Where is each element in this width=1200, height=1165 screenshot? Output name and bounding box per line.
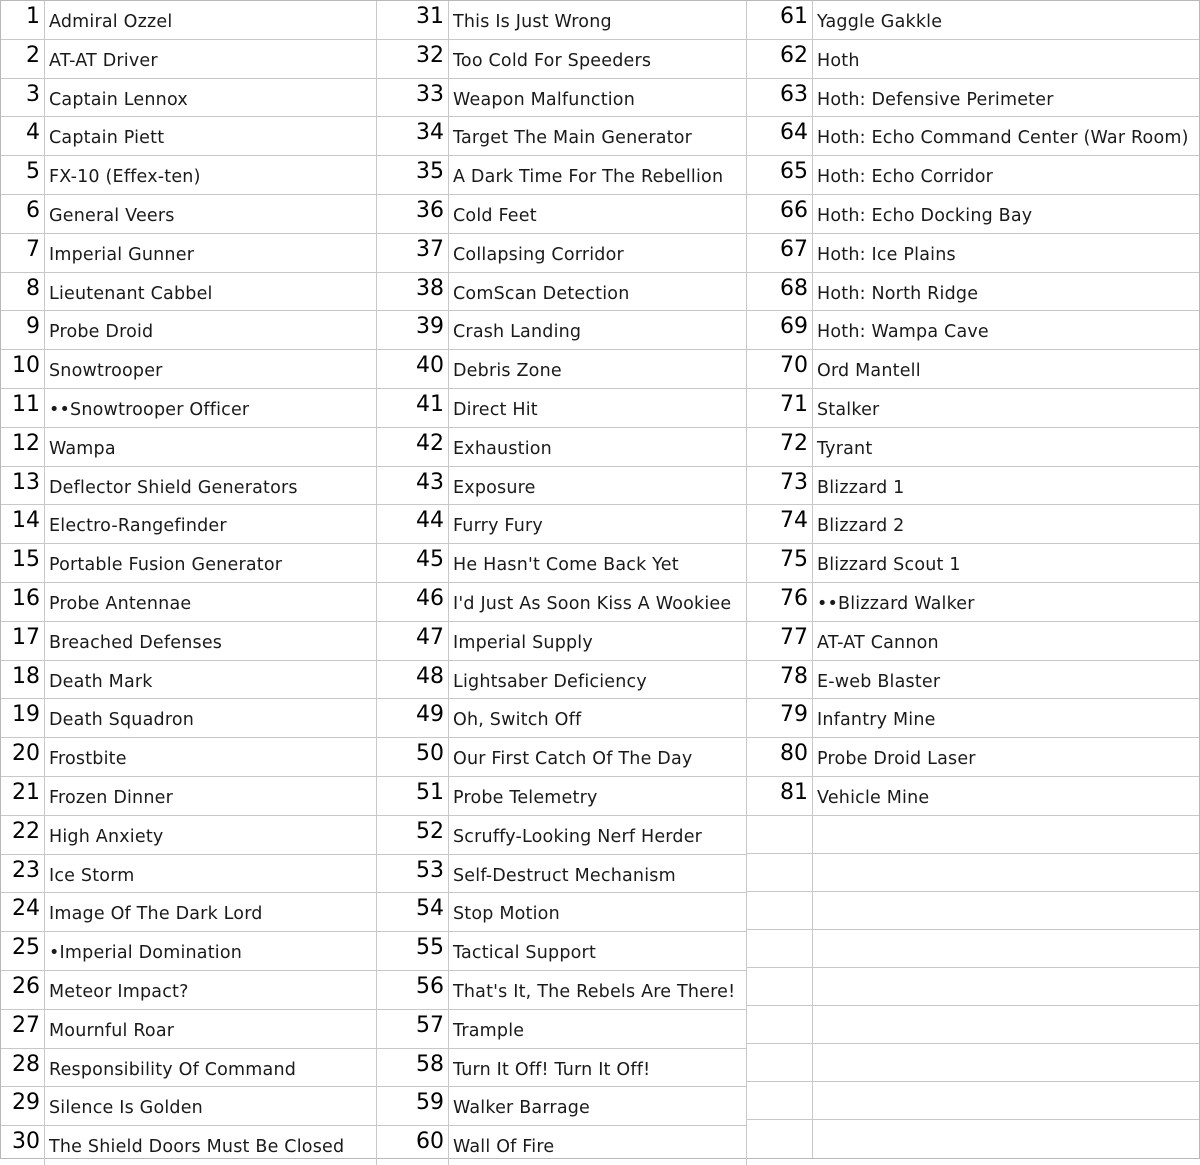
card-name-cell[interactable]: Trample xyxy=(449,1010,747,1048)
table-row xyxy=(377,1126,747,1165)
card-name-cell[interactable]: Death Squadron xyxy=(45,699,377,737)
table-row xyxy=(1,389,377,428)
row-number-cell[interactable]: 30 xyxy=(1,1126,45,1165)
row-number-cell[interactable]: 72 xyxy=(747,428,813,466)
card-name-cell[interactable]: Stalker xyxy=(817,399,880,420)
card-name-cell[interactable]: Wall Of Fire xyxy=(449,1126,747,1165)
table-row xyxy=(1,40,377,79)
card-name-cell[interactable]: Hoth xyxy=(817,50,860,71)
card-name-cell[interactable]: General Veers xyxy=(45,195,377,233)
table-row xyxy=(1,816,377,855)
card-name-cell[interactable] xyxy=(813,930,1199,967)
table-row xyxy=(1,117,377,156)
card-name-cell[interactable]: Breached Defenses xyxy=(45,622,377,660)
table-row xyxy=(377,40,747,79)
row-number-cell[interactable]: 55 xyxy=(377,932,449,970)
table-row xyxy=(377,661,747,700)
row-number-cell[interactable] xyxy=(747,1044,813,1081)
table-row xyxy=(747,892,1199,930)
table-row xyxy=(377,1010,747,1049)
table-row xyxy=(747,1044,1199,1082)
row-number-cell[interactable]: 17 xyxy=(1,622,45,660)
card-name-cell[interactable]: Target The Main Generator xyxy=(449,117,747,155)
table-row xyxy=(1,971,377,1010)
row-number-cell[interactable]: 41 xyxy=(377,389,449,427)
table-row xyxy=(377,699,747,738)
card-name-cell[interactable]: Oh, Switch Off xyxy=(449,699,747,737)
row-number-cell[interactable]: 7 xyxy=(1,234,45,272)
card-name-cell[interactable]: •Imperial Domination xyxy=(45,932,377,970)
table-row xyxy=(1,428,377,467)
card-name-cell[interactable]: Blizzard 1 xyxy=(817,477,905,498)
card-name-cell[interactable]: Hoth: Defensive Perimeter xyxy=(817,89,1054,110)
table-row xyxy=(747,930,1199,968)
card-name-cell[interactable]: Hoth: Echo Corridor xyxy=(817,167,993,188)
card-name-cell[interactable]: Responsibility Of Command xyxy=(45,1049,377,1087)
table-row xyxy=(1,311,377,350)
table-row xyxy=(377,350,747,389)
row-number-cell[interactable] xyxy=(747,1120,813,1158)
card-name-cell[interactable]: Too Cold For Speeders xyxy=(449,40,747,78)
card-name-cell[interactable]: Self-Destruct Mechanism xyxy=(449,855,747,893)
table-row xyxy=(377,816,747,855)
row-number-cell[interactable]: 76 xyxy=(747,583,813,621)
card-name-cell[interactable]: Image Of The Dark Lord xyxy=(45,893,377,931)
row-number-cell[interactable] xyxy=(747,854,813,891)
card-name-cell[interactable]: ••Snowtrooper Officer xyxy=(45,389,377,427)
row-number-cell[interactable]: 71 xyxy=(747,389,813,427)
table-row xyxy=(1,79,377,118)
card-name-cell[interactable]: Ice Storm xyxy=(45,855,377,893)
table-row xyxy=(1,855,377,894)
card-name-cell[interactable]: Probe Antennae xyxy=(45,583,377,621)
row-number-cell[interactable]: 21 xyxy=(1,777,45,815)
card-name-cell[interactable]: Hoth: Echo Command Center (War Room) xyxy=(817,128,1189,149)
card-name-cell[interactable]: Direct Hit xyxy=(449,389,747,427)
row-number-cell[interactable]: 44 xyxy=(377,505,449,543)
table-row xyxy=(1,156,377,195)
list-column xyxy=(747,1,1199,1158)
row-number-cell[interactable]: 1 xyxy=(1,1,45,39)
table-row xyxy=(747,583,1199,622)
card-name-cell[interactable]: Probe Telemetry xyxy=(449,777,747,815)
row-number-cell[interactable]: 14 xyxy=(1,505,45,543)
card-name-cell[interactable]: E-web Blaster xyxy=(817,671,941,692)
card-name-cell[interactable]: I'd Just As Soon Kiss A Wookiee xyxy=(449,583,747,621)
table-row xyxy=(377,1087,747,1126)
table-row xyxy=(377,79,747,118)
table-row xyxy=(377,117,747,156)
table-row xyxy=(1,1010,377,1049)
card-name-cell[interactable]: Collapsing Corridor xyxy=(449,234,747,272)
row-number-cell[interactable]: 34 xyxy=(377,117,449,155)
row-number-cell[interactable]: 20 xyxy=(1,738,45,776)
row-number-cell[interactable]: 62 xyxy=(747,40,813,78)
row-number-cell[interactable]: 11 xyxy=(1,389,45,427)
card-name-cell[interactable]: Stop Motion xyxy=(449,893,747,931)
card-name-cell[interactable]: Meteor Impact? xyxy=(45,971,377,1009)
card-name-cell[interactable]: Captain Lennox xyxy=(45,79,377,117)
list-column xyxy=(1,1,377,1158)
table-row xyxy=(377,1,747,40)
row-number-cell[interactable]: 22 xyxy=(1,816,45,854)
row-number-cell[interactable]: 26 xyxy=(1,971,45,1009)
table-row xyxy=(1,622,377,661)
card-name-cell[interactable]: Frostbite xyxy=(45,738,377,776)
row-number-cell[interactable]: 53 xyxy=(377,855,449,893)
row-number-cell[interactable]: 68 xyxy=(747,273,813,311)
row-number-cell[interactable]: 80 xyxy=(747,738,813,776)
table-row xyxy=(747,273,1199,312)
row-number-cell[interactable]: 28 xyxy=(1,1049,45,1087)
card-name-cell[interactable]: High Anxiety xyxy=(45,816,377,854)
card-name-cell[interactable]: ComScan Detection xyxy=(449,273,747,311)
table-row xyxy=(747,699,1199,738)
table-row xyxy=(747,350,1199,389)
table-row xyxy=(747,816,1199,854)
row-number-cell[interactable]: 59 xyxy=(377,1087,449,1125)
row-number-cell[interactable]: 50 xyxy=(377,738,449,776)
card-name-cell[interactable]: Wampa xyxy=(45,428,377,466)
table-row xyxy=(747,234,1199,273)
card-name-cell[interactable] xyxy=(813,1006,1199,1043)
table-row xyxy=(1,1,377,40)
card-name-cell[interactable] xyxy=(813,816,1199,853)
table-row xyxy=(747,467,1199,506)
table-row xyxy=(1,932,377,971)
card-name-cell[interactable]: That's It, The Rebels Are There! xyxy=(449,971,747,1009)
table-row xyxy=(747,389,1199,428)
card-name-cell[interactable]: Frozen Dinner xyxy=(45,777,377,815)
row-number-cell[interactable]: 42 xyxy=(377,428,449,466)
row-number-cell[interactable]: 19 xyxy=(1,699,45,737)
card-name-cell[interactable]: Hoth: Wampa Cave xyxy=(817,322,989,343)
card-name-cell[interactable]: Yaggle Gakkle xyxy=(817,12,943,32)
row-number-cell[interactable]: 33 xyxy=(377,79,449,117)
card-name-cell[interactable]: Deflector Shield Generators xyxy=(45,467,377,505)
row-number-cell[interactable]: 61 xyxy=(747,1,813,39)
card-name-cell[interactable]: Vehicle Mine xyxy=(817,787,930,808)
table-row xyxy=(1,1126,377,1165)
row-number-cell[interactable]: 38 xyxy=(377,273,449,311)
table-row xyxy=(1,273,377,312)
card-name-cell[interactable]: Scruffy-Looking Nerf Herder xyxy=(449,816,747,854)
row-number-cell[interactable]: 3 xyxy=(1,79,45,117)
card-name-cell[interactable]: AT-AT Cannon xyxy=(817,632,939,653)
table-row xyxy=(1,699,377,738)
row-number-cell[interactable]: 23 xyxy=(1,855,45,893)
table-row xyxy=(1,195,377,234)
table-row xyxy=(1,1049,377,1088)
row-number-cell[interactable]: 52 xyxy=(377,816,449,854)
card-name-cell[interactable] xyxy=(813,854,1199,891)
row-number-cell[interactable]: 73 xyxy=(747,467,813,505)
row-number-cell[interactable]: 8 xyxy=(1,273,45,311)
table-row xyxy=(1,1087,377,1126)
card-name-cell[interactable]: Imperial Supply xyxy=(449,622,747,660)
row-number-cell[interactable] xyxy=(747,930,813,967)
card-name-cell[interactable]: Our First Catch Of The Day xyxy=(449,738,747,776)
table-row xyxy=(377,583,747,622)
card-name-cell[interactable]: Snowtrooper xyxy=(45,350,377,388)
row-number-cell[interactable]: 25 xyxy=(1,932,45,970)
card-name-cell[interactable]: Tyrant xyxy=(817,438,873,459)
row-number-cell[interactable]: 67 xyxy=(747,234,813,272)
row-number-cell[interactable]: 2 xyxy=(1,40,45,78)
row-number-cell[interactable]: 79 xyxy=(747,699,813,737)
card-name-cell[interactable]: Cold Feet xyxy=(449,195,747,233)
card-name-cell[interactable]: Mournful Roar xyxy=(45,1010,377,1048)
table-row xyxy=(747,311,1199,350)
card-name-cell[interactable]: FX-10 (Effex-ten) xyxy=(45,156,377,194)
table-row xyxy=(747,505,1199,544)
row-number-cell[interactable]: 46 xyxy=(377,583,449,621)
card-name-cell[interactable]: Tactical Support xyxy=(449,932,747,970)
table-row xyxy=(747,79,1199,118)
table-row xyxy=(377,273,747,312)
row-number-cell[interactable]: 18 xyxy=(1,661,45,699)
row-number-cell[interactable] xyxy=(747,892,813,929)
row-number-cell[interactable]: 78 xyxy=(747,661,813,699)
row-number-cell[interactable]: 9 xyxy=(1,311,45,349)
row-number-cell[interactable]: 57 xyxy=(377,1010,449,1048)
row-number-cell[interactable] xyxy=(747,968,813,1005)
table-row xyxy=(747,40,1199,79)
table-row xyxy=(377,1049,747,1088)
row-number-cell[interactable]: 35 xyxy=(377,156,449,194)
card-name-cell[interactable]: Hoth: North Ridge xyxy=(817,283,979,304)
row-number-cell[interactable]: 47 xyxy=(377,622,449,660)
card-name-cell[interactable]: Blizzard Scout 1 xyxy=(817,555,961,576)
table-row xyxy=(377,156,747,195)
row-number-cell[interactable]: 75 xyxy=(747,544,813,582)
table-row xyxy=(1,893,377,932)
row-number-cell[interactable]: 32 xyxy=(377,40,449,78)
table-row xyxy=(377,311,747,350)
card-name-cell[interactable]: A Dark Time For The Rebellion xyxy=(449,156,747,194)
row-number-cell[interactable]: 4 xyxy=(1,117,45,155)
row-number-cell[interactable]: 81 xyxy=(747,777,813,815)
row-number-cell[interactable] xyxy=(747,1082,813,1119)
row-number-cell[interactable]: 39 xyxy=(377,311,449,349)
row-number-cell[interactable]: 70 xyxy=(747,350,813,388)
row-number-cell[interactable]: 69 xyxy=(747,311,813,349)
card-name-cell[interactable]: Hoth: Echo Docking Bay xyxy=(817,205,1033,226)
row-number-cell[interactable]: 36 xyxy=(377,195,449,233)
card-name-cell[interactable]: Furry Fury xyxy=(449,505,747,543)
card-name-cell[interactable]: Lightsaber Deficiency xyxy=(449,661,747,699)
table-row xyxy=(747,661,1199,700)
table-row xyxy=(377,738,747,777)
row-number-cell[interactable]: 43 xyxy=(377,467,449,505)
table-row xyxy=(377,195,747,234)
card-name-cell[interactable]: The Shield Doors Must Be Closed xyxy=(45,1126,377,1165)
card-name-cell[interactable]: Probe Droid xyxy=(45,311,377,349)
row-number-cell[interactable]: 12 xyxy=(1,428,45,466)
row-number-cell[interactable]: 54 xyxy=(377,893,449,931)
table-row xyxy=(377,505,747,544)
card-name-cell[interactable] xyxy=(813,1044,1199,1081)
card-name-cell[interactable]: Silence Is Golden xyxy=(45,1087,377,1125)
card-name-cell[interactable] xyxy=(813,968,1199,1005)
card-name-cell[interactable]: Turn It Off! Turn It Off! xyxy=(449,1049,747,1087)
table-row xyxy=(377,855,747,894)
row-number-cell[interactable]: 64 xyxy=(747,117,813,155)
row-number-cell[interactable]: 49 xyxy=(377,699,449,737)
row-number-cell[interactable]: 77 xyxy=(747,622,813,660)
card-name-cell[interactable]: Ord Mantell xyxy=(817,361,921,382)
table-row xyxy=(377,777,747,816)
table-row xyxy=(1,544,377,583)
row-number-cell[interactable]: 74 xyxy=(747,505,813,543)
card-name-cell[interactable]: Walker Barrage xyxy=(449,1087,747,1125)
table-row xyxy=(747,195,1199,234)
row-number-cell[interactable]: 29 xyxy=(1,1087,45,1125)
row-number-cell[interactable]: 16 xyxy=(1,583,45,621)
table-row xyxy=(1,777,377,816)
table-row xyxy=(1,583,377,622)
list-column xyxy=(377,1,747,1158)
card-name-cell[interactable]: Infantry Mine xyxy=(817,710,936,731)
card-name-cell[interactable] xyxy=(813,892,1199,929)
row-number-cell[interactable]: 13 xyxy=(1,467,45,505)
card-name-cell[interactable]: This Is Just Wrong xyxy=(449,1,747,39)
row-number-cell[interactable]: 60 xyxy=(377,1126,449,1165)
table-row xyxy=(747,1006,1199,1044)
card-name-cell[interactable]: Death Mark xyxy=(45,661,377,699)
row-number-cell[interactable]: 58 xyxy=(377,1049,449,1087)
row-number-cell[interactable]: 15 xyxy=(1,544,45,582)
table-row xyxy=(377,428,747,467)
card-name-cell[interactable]: ••Blizzard Walker xyxy=(817,593,975,614)
table-row xyxy=(377,467,747,506)
row-number-cell[interactable]: 65 xyxy=(747,156,813,194)
table-row xyxy=(377,893,747,932)
table-row xyxy=(747,428,1199,467)
table-row xyxy=(1,661,377,700)
table-row xyxy=(747,1,1199,40)
row-number-cell[interactable]: 56 xyxy=(377,971,449,1009)
card-name-cell[interactable]: Blizzard 2 xyxy=(817,516,905,537)
card-name-cell[interactable]: Probe Droid Laser xyxy=(817,749,976,770)
table-row xyxy=(377,544,747,583)
card-name-cell[interactable]: Debris Zone xyxy=(449,350,747,388)
table-row xyxy=(747,738,1199,777)
table-row xyxy=(377,932,747,971)
card-name-cell[interactable]: Admiral Ozzel xyxy=(45,1,377,39)
table-row xyxy=(747,1120,1199,1158)
row-number-cell[interactable]: 27 xyxy=(1,1010,45,1048)
row-number-cell[interactable]: 63 xyxy=(747,79,813,117)
table-row xyxy=(747,544,1199,583)
card-name-cell[interactable]: AT-AT Driver xyxy=(45,40,377,78)
table-row xyxy=(1,738,377,777)
card-name-cell[interactable]: Imperial Gunner xyxy=(45,234,377,272)
card-name-cell[interactable]: Portable Fusion Generator xyxy=(45,544,377,582)
table-row xyxy=(747,1082,1199,1120)
card-name-cell[interactable]: Crash Landing xyxy=(449,311,747,349)
row-number-cell[interactable]: 51 xyxy=(377,777,449,815)
card-name-cell[interactable]: Captain Piett xyxy=(45,117,377,155)
table-row xyxy=(1,234,377,273)
row-number-cell[interactable] xyxy=(747,1006,813,1043)
table-row xyxy=(747,854,1199,892)
row-number-cell[interactable]: 5 xyxy=(1,156,45,194)
card-name-cell[interactable]: Exposure xyxy=(449,467,747,505)
card-name-cell[interactable]: Exhaustion xyxy=(449,428,747,466)
row-number-cell[interactable] xyxy=(747,816,813,853)
row-number-cell[interactable]: 24 xyxy=(1,893,45,931)
table-row xyxy=(377,622,747,661)
card-name-cell[interactable]: Electro-Rangefinder xyxy=(45,505,377,543)
table-row xyxy=(747,968,1199,1006)
row-number-cell[interactable]: 10 xyxy=(1,350,45,388)
row-number-cell[interactable]: 31 xyxy=(377,1,449,39)
row-number-cell[interactable]: 48 xyxy=(377,661,449,699)
card-name-cell[interactable]: He Hasn't Come Back Yet xyxy=(449,544,747,582)
row-number-cell[interactable]: 66 xyxy=(747,195,813,233)
table-row xyxy=(377,234,747,273)
table-row xyxy=(1,350,377,389)
table-row xyxy=(747,622,1199,661)
table-row xyxy=(747,117,1199,156)
table-row xyxy=(1,505,377,544)
table-row xyxy=(747,777,1199,816)
table-row xyxy=(377,971,747,1010)
row-number-cell[interactable]: 40 xyxy=(377,350,449,388)
row-number-cell[interactable]: 37 xyxy=(377,234,449,272)
table-row xyxy=(1,467,377,506)
table-row xyxy=(377,389,747,428)
row-number-cell[interactable]: 6 xyxy=(1,195,45,233)
card-name-cell[interactable] xyxy=(813,1082,1199,1119)
row-number-cell[interactable]: 45 xyxy=(377,544,449,582)
card-name-cell[interactable]: Weapon Malfunction xyxy=(449,79,747,117)
card-name-cell[interactable]: Lieutenant Cabbel xyxy=(45,273,377,311)
table-row xyxy=(747,156,1199,195)
card-name-cell[interactable] xyxy=(813,1120,1199,1158)
card-name-cell[interactable]: Hoth: Ice Plains xyxy=(817,244,956,265)
